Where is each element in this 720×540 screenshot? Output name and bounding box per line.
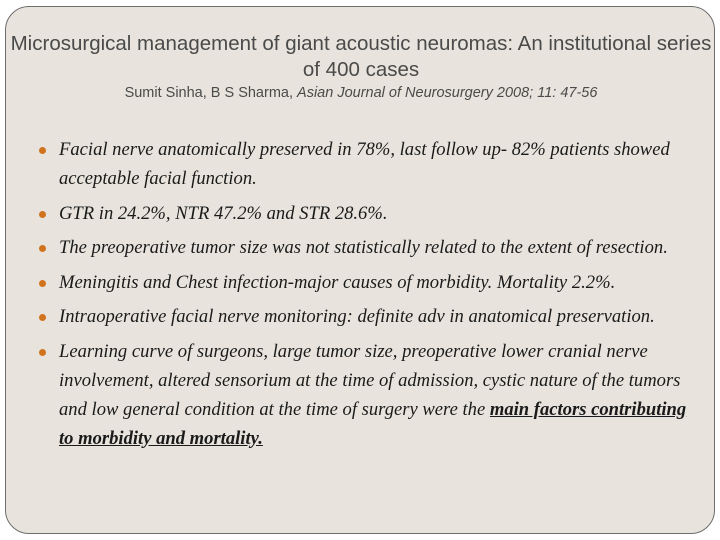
- bullet-item: [6, 268, 706, 297]
- bullet-text: The preoperative tumor size was not statistically related to the extent of resection.: [59, 237, 668, 258]
- bullet-text: GTR in 24.2%, NTR 47.2% and STR 28.6%.: [59, 202, 388, 224]
- bullet-dot-icon: [39, 211, 46, 218]
- bullet-dot-icon: [39, 147, 46, 154]
- bullet-item: [6, 199, 706, 228]
- bullet-dot-icon: [39, 349, 46, 356]
- bullet-text: Facial nerve anatomically preserved in 78%, last follow up- 82% patients showed acceptable facial function.: [59, 139, 670, 189]
- bullet-text: Learning curve of surgeons, large tumor size, preoperative lower cranial nerve involvement, altered sensorium at the time of admission, cystic nature of the tumors and low general condition at the time of surgery were the: [59, 340, 681, 420]
- bullet-list: [6, 135, 706, 458]
- slide-frame: [5, 6, 715, 534]
- bullet-dot-icon: [39, 314, 46, 321]
- bullet-text: Meningitis and Chest infection-major causes of morbidity. Mortality 2.2%.: [59, 271, 616, 293]
- bullet-item: [6, 302, 706, 331]
- citation: [6, 83, 716, 103]
- bullet-dot-icon: [39, 280, 46, 287]
- slide-title: [6, 31, 716, 103]
- bullet-dot-icon: [39, 245, 46, 252]
- title-main: Microsurgical management of giant acoustic neuromas: An institutional series of 400 cases: [10, 32, 712, 81]
- bullet-item: [6, 233, 706, 262]
- citation-journal: Asian Journal of Neurosurgery 2008; 11: 47-56: [297, 85, 598, 101]
- bullet-item: [6, 337, 706, 453]
- bullet-text: Intraoperative facial nerve monitoring: definite adv in anatomical preservation.: [59, 306, 655, 327]
- citation-authors: Sumit Sinha, B S Sharma,: [124, 85, 298, 101]
- bullet-item: [6, 135, 706, 193]
- emphasis-text: main factors contributing to morbidity and mortality.: [59, 398, 687, 449]
